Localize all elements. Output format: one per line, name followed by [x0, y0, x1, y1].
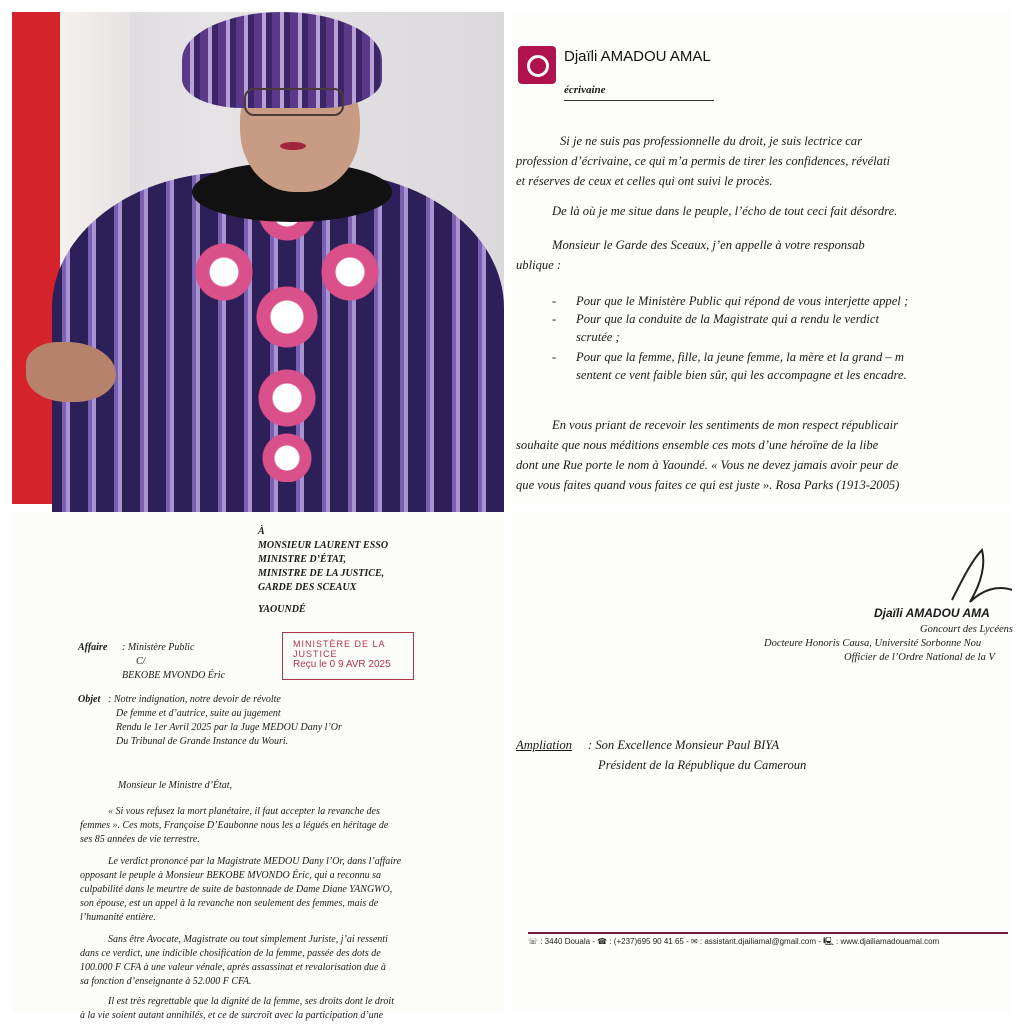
- recipient-line: MONSIEUR LAURENT ESSO: [258, 540, 389, 551]
- body-line: femmes ». Ces mots, Françoise D’Eaubonne nous les a légués en héritage de: [80, 820, 389, 831]
- recipient-line: GARDE DES SCEAUX: [258, 582, 357, 593]
- portrait-photo: [12, 12, 504, 504]
- paragraph-line: Si je ne suis pas professionnelle du droit, je suis lectrice car: [560, 134, 862, 148]
- body-line: « Si vous refusez la mort planétaire, il faut accepter la revanche des: [108, 806, 380, 817]
- signer-name: Djaïli AMADOU AMA: [874, 606, 990, 620]
- body-line: ses 85 années de vie terrestre.: [80, 834, 200, 845]
- letter-page-3: [512, 512, 1012, 1012]
- paragraph-line: Monsieur le Garde des Sceaux, j’en appelle à votre responsab: [552, 238, 865, 252]
- recipient-line: MINISTRE D’ÉTAT,: [258, 554, 346, 565]
- objet-label: Objet: [78, 694, 101, 705]
- objet-line: De femme et d’autrice, suite au jugement: [116, 708, 281, 719]
- glasses: [244, 88, 344, 116]
- body-line: son épouse, est un appel à la revanche non seulement des femmes, mais de: [80, 898, 379, 909]
- ampliation-line: : Son Excellence Monsieur Paul BIYA: [588, 738, 780, 752]
- signer-title: Docteure Honoris Causa, Université Sorbonne Nou: [764, 638, 982, 649]
- affaire-line: C/: [136, 656, 146, 667]
- signature-icon: [942, 540, 1022, 610]
- signer-title: Officier de l’Ordre National de la V: [844, 652, 995, 663]
- body-line: Sans être Avocate, Magistrate ou tout simplement Juriste, j’ai ressenti: [108, 934, 388, 945]
- contact-footer: ☏ : 3440 Douala - ☎ : (+237)695 90 41 65 - ✉ : assistant.djailiamal@gmail.com - 🖳 : www.djailiamadouamal.com: [528, 937, 940, 946]
- affaire-line: BEKOBE MVONDO Éric: [122, 670, 226, 681]
- objet-line: Rendu le 1er Avril 2025 par la Juge MEDOU Dany l’Or: [116, 722, 342, 733]
- bullet-item: scrutée ;: [576, 330, 620, 344]
- closing-line: souhaite que nous méditions ensemble ces mots d’une héroïne de la libe: [516, 438, 879, 452]
- salutation: Monsieur le Ministre d’État,: [118, 780, 233, 791]
- bullet-item: Pour que la femme, fille, la jeune femme, la mère et la grand – m: [576, 350, 904, 364]
- divider: [564, 100, 714, 101]
- ampliation-line: Président de la République du Cameroun: [598, 758, 807, 772]
- objet-line: : Notre indignation, notre devoir de révolte: [108, 694, 281, 705]
- author-role: écrivaine: [564, 84, 606, 96]
- paragraph-line: De là où je me situe dans le peuple, l’écho de tout ceci fait désordre.: [552, 204, 898, 218]
- bullet-item: sentent ce vent faible bien sûr, qui les accompagne et les encadre.: [576, 368, 907, 382]
- affaire-line: : Ministère Public: [122, 642, 195, 653]
- reception-stamp: [282, 632, 414, 680]
- body-line: sa fonction d’enseignante à 52.000 F CFA.: [80, 976, 252, 987]
- author-name: Djaïli AMADOU AMAL: [564, 48, 711, 65]
- closing-line: En vous priant de recevoir les sentiments de mon respect républicair: [552, 418, 899, 432]
- body-line: à la vie soient autant annihilés, et ce de surcroît avec la participation d’une: [80, 1010, 384, 1021]
- dress-embroidery: [182, 182, 392, 482]
- recipient-prefix: À: [258, 526, 265, 537]
- paragraph-line: profession d’écrivaine, ce qui m’a permis de tirer les confidences, révélati: [516, 154, 890, 168]
- paragraph-line: ublique :: [516, 258, 562, 272]
- bullet-dash: -: [552, 294, 557, 308]
- bullet-item: Pour que la conduite de la Magistrate qui a rendu le verdict: [576, 312, 880, 326]
- letter-page-2: [512, 12, 1012, 504]
- letter-page-1: [12, 512, 504, 1021]
- paragraph-line: et réserves de ceux et celles qui ont suivi le procès.: [516, 174, 773, 188]
- recipient-line: MINISTRE DE LA JUSTICE,: [258, 568, 385, 579]
- body-line: culpabilité dans le meurtre de suite de bastonnade de Dame Diane YANGWO,: [80, 884, 393, 895]
- signer-title: Goncourt des Lycéens: [920, 624, 1013, 635]
- stamp-title: MINISTÈRE DE LA JUSTICE: [293, 639, 386, 659]
- body-line: Le verdict prononcé par la Magistrate MEDOU Dany l’Or, dans l’affaire: [108, 856, 402, 867]
- bullet-dash: -: [552, 312, 557, 326]
- closing-line: que vous faites quand vous faites ce qui est juste ». Rosa Parks (1913-2005): [516, 478, 900, 492]
- author-logo-icon: [518, 46, 556, 84]
- recipient-city: YAOUNDÉ: [258, 604, 306, 615]
- closing-line: dont une Rue porte le nom à Yaoundé. « Vous ne devez jamais avoir peur de: [516, 458, 899, 472]
- affaire-label: Affaire: [78, 642, 108, 653]
- bullet-dash: -: [552, 350, 557, 364]
- body-line: Il est très regrettable que la dignité de la femme, ses droits dont le droit: [108, 996, 394, 1007]
- lips: [280, 142, 306, 150]
- bullet-item: Pour que le Ministère Public qui répond de vous interjette appel ;: [576, 294, 909, 308]
- body-line: opposant le peuple à Monsieur BEKOBE MVONDO Éric, qui a reconnu sa: [80, 870, 381, 881]
- body-line: 100.000 F CFA à une valeur vénale, après assassinat et revalorisation due à: [80, 962, 386, 973]
- body-line: dans ce verdict, une indicible chosification de la femme, passée des dots de: [80, 948, 381, 959]
- body-line: l’humanité entière.: [80, 912, 156, 923]
- objet-line: Du Tribunal de Grande Instance du Wouri.: [116, 736, 289, 747]
- ampliation-label: Ampliation: [516, 738, 572, 752]
- stamp-date: Reçu le 0 9 AVR 2025: [293, 659, 391, 670]
- footer-divider: [528, 932, 1008, 934]
